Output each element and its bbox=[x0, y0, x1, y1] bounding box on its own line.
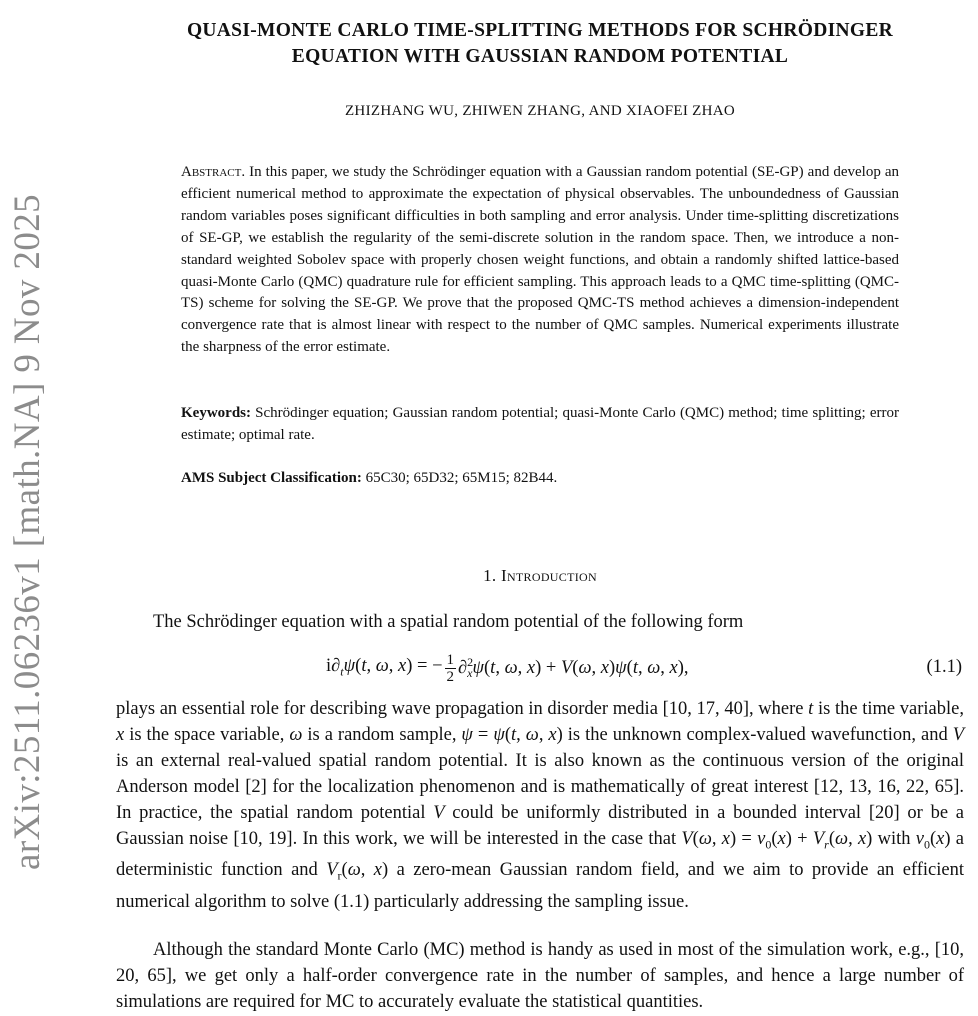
abstract-text: In this paper, we study the Schrödinger equation with a Gaussian random potential (SE-GP) and develop an efficient numerical method to approximate the expectation of physical observables. The unboundedness of Gaussian random variables poses significant difficulties in both sampling and error analysis. Under time-splitting discretizations of SE-GP, we establish the regularity of the semi-discrete solution in the random space. Then, we introduce a non-standard weighted Sobolev space with properly chosen weight functions, and obtain a randomly shifted lattice-based quasi-Monte Carlo (QMC) quadrature rule for efficient sampling. This approach leads to a QMC time-splitting (QMC-TS) scheme for solving the SE-GP. We prove that the proposed QMC-TS method achieves a dimension-independent convergence rate that is almost linear with respect to the number of QMC samples. Numerical experiments illustrate the sharpness of the error estimate. bbox=[181, 164, 900, 356]
abstract bbox=[181, 162, 899, 359]
keywords-text: Schrödinger equation; Gaussian random potential; quasi-Monte Carlo (QMC) method; time splitting; error estimate; optimal rate. bbox=[181, 405, 900, 443]
paragraph-1: plays an essential role for describing wave propagation in disorder media [10, 17, 40], where t is the time variable, x is the space variable, ω is a random sample, ψ = ψ(t, ω, x) is the unknown complex-valued wavefunction, and V is an external real-valued spatial random potential. It is also known as the continuous version of the original Anderson model [2] for the localization phenomenon and is mathematically of great interest [12, 13, 16, 22, 65]. In practice, the spatial random potential V could be uniformly distributed in a bounded interval [20] or be a Gaussian noise [10, 19]. In this work, we will be interested in the case that V(ω, $x) = v_0(x) + V_r(\omega$, x) with $v_0(x)$ a deterministic function and $V_r(\omega$, x) a zero-mean Gaussian random field, and we aim to provide an efficient numerical algorithm to solve (1.1) particularly addressing the sampling issue. bbox=[116, 699, 964, 912]
section-number: 1. bbox=[483, 566, 497, 585]
equation-number: (1.1) bbox=[926, 657, 962, 677]
ams-classification bbox=[181, 468, 899, 490]
keywords-label: Keywords: bbox=[181, 405, 251, 421]
keywords bbox=[181, 403, 899, 447]
ams-label: AMS Subject Classification: bbox=[181, 470, 362, 486]
abstract-heading: Abstract. bbox=[181, 164, 246, 180]
authors: ZHIZHANG WU, ZHIWEN ZHANG, AND XIAOFEI ZHAO bbox=[344, 103, 736, 119]
paper-title bbox=[110, 18, 970, 70]
title-line-1: QUASI-MONTE CARLO TIME-SPLITTING METHODS FOR SCHRÖDINGER bbox=[186, 20, 894, 41]
paragraph-2: Although the standard Monte Carlo (MC) method is handy as used in most of the simulation work, e.g., [10, 20, 65], we get only a half-order convergence rate in the number of samples, and hence a large number of simulations are required for MC to accurately evaluate the statistical quantities. bbox=[116, 940, 964, 1012]
intro-sentence: The Schrödinger equation with a spatial random potential of the following form bbox=[153, 612, 744, 632]
equation-1-1: $i\partial_t\psi(t$, ω, x) = − $\frac{1}{2}$ ∂$^2_x$ψ(t, ω, x) + V(ω, x)ψ(t, ω, x), bbox=[326, 651, 689, 685]
ams-text: 65C30; 65D32; 65M15; 82B44. bbox=[365, 470, 558, 486]
arxiv-identifier: arXiv:2511.06236v1 [math.NA] 9 Nov 2025 bbox=[7, 193, 48, 870]
section-title: Introduction bbox=[501, 566, 597, 585]
title-line-2: EQUATION WITH GAUSSIAN RANDOM POTENTIAL bbox=[291, 46, 789, 67]
section-heading bbox=[116, 566, 964, 586]
